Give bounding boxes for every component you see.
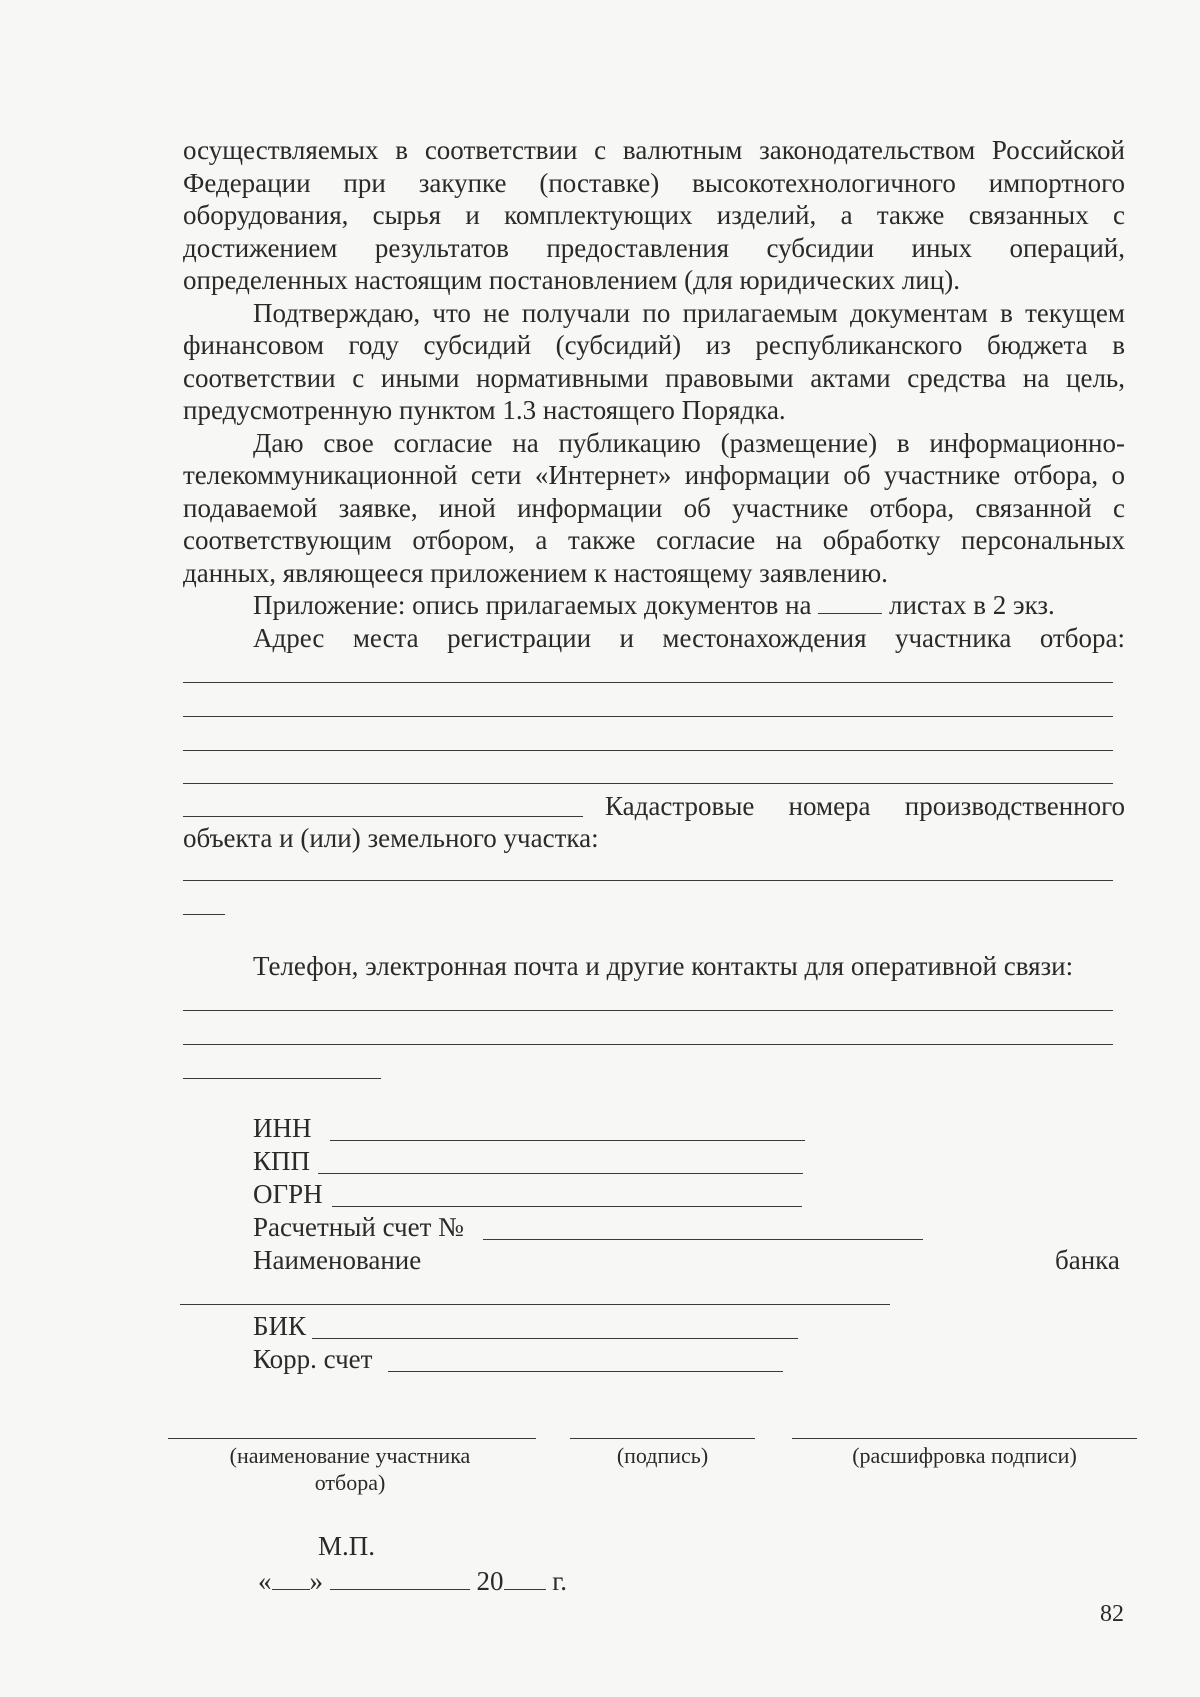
- date-line: [258, 1565, 567, 1597]
- participant-caption-line-1: (наименование участника: [229, 1443, 471, 1468]
- date-year-prefix: 20: [476, 1566, 504, 1596]
- date-open-quote: «: [258, 1566, 272, 1596]
- address-line-1[interactable]: [183, 682, 1113, 683]
- attachment-suffix: листах в 2 экз.: [889, 590, 1055, 620]
- contacts-line-3[interactable]: [183, 1078, 381, 1079]
- paragraph-attachment: [183, 589, 1125, 622]
- inn-label: ИНН: [253, 1113, 312, 1143]
- account-field[interactable]: [483, 1239, 923, 1240]
- page-number: 82: [1100, 1601, 1124, 1627]
- address-line-4[interactable]: [183, 783, 1113, 784]
- kpp-field[interactable]: [318, 1173, 803, 1174]
- paragraph-confirmation: Подтверждаю, что не получали по прилагаемым документам в текущем финансовом году субсидий (субсидий) из республиканского бюджета в соответствии с иными нормативными правовыми актами средства на цель, предусмотренную пунктом 1.3 настоящего Порядка.: [183, 297, 1125, 425]
- paragraph-consent: Даю свое согласие на публикацию (размещение) в информационно-телекоммуникационной сети «Интернет» информации об участнике отбора, о подаваемой заявке, иной информации об участнике отбора, связанной с соответствующим отбором, а также согласие на обработку персональных данных, являющееся приложением к настоящему заявлению.: [183, 427, 1125, 588]
- bank-name-suffix: банка: [1055, 1245, 1120, 1275]
- cadastral-label-1: Кадастровые номера производственного: [605, 791, 1125, 821]
- signature-line[interactable]: [570, 1438, 755, 1439]
- signature-decode-line[interactable]: [792, 1438, 1137, 1439]
- bik-label: БИК: [253, 1311, 307, 1341]
- date-close-quote: »: [309, 1566, 323, 1596]
- participant-caption: [185, 1442, 515, 1496]
- kpp-label: КПП: [253, 1146, 311, 1176]
- text-block: [183, 134, 1125, 654]
- date-year-blank[interactable]: [504, 1567, 546, 1590]
- bank-name-label: Наименование: [253, 1245, 422, 1275]
- address-line-3[interactable]: [183, 750, 1113, 751]
- account-label: Расчетный счет №: [253, 1212, 464, 1242]
- cadastral-label-2: объекта и (или) земельного участка:: [183, 823, 599, 853]
- participant-name-line[interactable]: [168, 1438, 536, 1439]
- contacts-label: Телефон, электронная почта и другие контакты для оперативной связи:: [253, 951, 1074, 981]
- cadastral-line-1[interactable]: [183, 880, 1113, 881]
- date-year-suffix: г.: [552, 1566, 568, 1596]
- bank-name-field[interactable]: [180, 1304, 890, 1305]
- ogrn-label: ОГРН: [253, 1179, 323, 1209]
- corr-account-label: Корр. счет: [253, 1344, 373, 1374]
- signature-decode-caption: (расшифровка подписи): [852, 1443, 1077, 1468]
- stamp-label: М.П.: [318, 1531, 376, 1561]
- paragraph-currency-ops: осуществляемых в соответствии с валютным законодательством Российской Федерации при закупке (поставке) высокотехнологичного импортного оборудования, сырья и комплектующих изделий, а также связанных с достижением результатов предоставления субсидии иных операций, определенных настоящим постановлением (для юридических лиц).: [183, 135, 1125, 295]
- contacts-line-1[interactable]: [183, 1010, 1113, 1011]
- inn-field[interactable]: [330, 1140, 805, 1141]
- address-line-2[interactable]: [183, 716, 1113, 717]
- ogrn-field[interactable]: [332, 1206, 802, 1207]
- signature-caption: (подпись): [616, 1443, 709, 1468]
- attachment-label: Приложение: опись прилагаемых документов на: [253, 590, 812, 620]
- bik-field[interactable]: [312, 1338, 798, 1339]
- cadastral-line-2[interactable]: [183, 914, 225, 915]
- corr-account-field[interactable]: [388, 1371, 783, 1372]
- date-month-blank[interactable]: [330, 1567, 470, 1590]
- date-day-blank[interactable]: [272, 1567, 310, 1590]
- address-line-5[interactable]: [183, 816, 583, 817]
- sheet-count-blank[interactable]: [818, 591, 882, 614]
- contacts-line-2[interactable]: [183, 1044, 1113, 1045]
- participant-caption-line-2: отбора): [314, 1470, 386, 1495]
- paragraph-address-label: Адрес места регистрации и местонахождения участника отбора:: [253, 622, 1125, 653]
